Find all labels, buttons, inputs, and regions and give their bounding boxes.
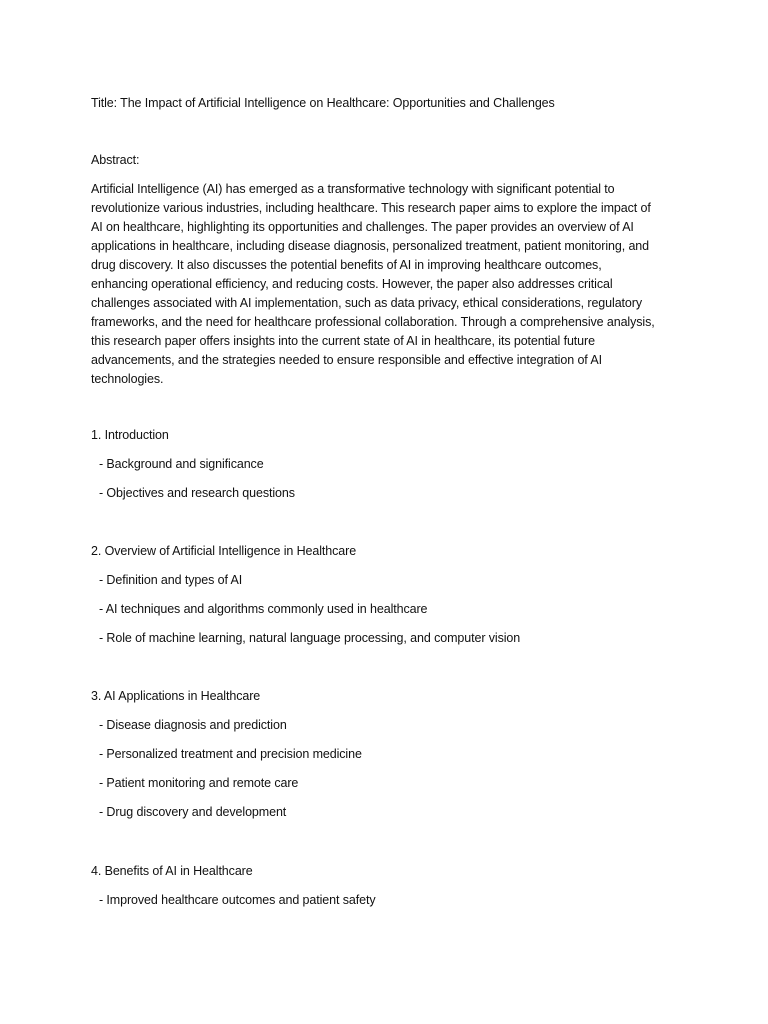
- outline-item: - AI techniques and algorithms commonly used in healthcare: [99, 602, 428, 616]
- abstract-line: AI on healthcare, highlighting its opportunities and challenges. The paper provides an overview of AI: [91, 220, 634, 234]
- outline-item: - Patient monitoring and remote care: [99, 776, 299, 790]
- abstract-line: this research paper offers insights into the current state of AI in healthcare, its potential future: [91, 334, 595, 348]
- abstract-line: enhancing operational efficiency, and reducing costs. However, the paper also addresses critical: [91, 277, 613, 291]
- outline-item: - Definition and types of AI: [99, 573, 243, 587]
- abstract-line: revolutionize various industries, including healthcare. This research paper aims to explore the impact of: [91, 201, 651, 215]
- section-heading-applications: 3. AI Applications in Healthcare: [91, 689, 261, 703]
- section-heading-overview: 2. Overview of Artificial Intelligence in Healthcare: [91, 544, 357, 558]
- abstract-line: technologies.: [91, 372, 164, 386]
- section-heading-introduction: 1. Introduction: [91, 428, 169, 442]
- outline-item: - Objectives and research questions: [99, 486, 295, 500]
- outline-item: - Disease diagnosis and prediction: [99, 718, 287, 732]
- section-heading-benefits: 4. Benefits of AI in Healthcare: [91, 864, 253, 878]
- outline-item: - Personalized treatment and precision medicine: [99, 747, 362, 761]
- abstract-line: Artificial Intelligence (AI) has emerged as a transformative technology with significant potential to: [91, 182, 615, 196]
- outline-item: - Improved healthcare outcomes and patient safety: [99, 893, 376, 907]
- abstract-line: frameworks, and the need for healthcare professional collaboration. Through a comprehensive analysis,: [91, 315, 655, 329]
- abstract-line: challenges associated with AI implementation, such as data privacy, ethical considerations, regulatory: [91, 296, 642, 310]
- outline-item: - Role of machine learning, natural language processing, and computer vision: [99, 631, 521, 645]
- abstract-body: [91, 180, 681, 389]
- outline-item: - Background and significance: [99, 457, 264, 471]
- document-title: Title: The Impact of Artificial Intelligence on Healthcare: Opportunities and Challenges: [91, 96, 555, 110]
- abstract-line: advancements, and the strategies needed to ensure responsible and effective integration of AI: [91, 353, 602, 367]
- abstract-line: drug discovery. It also discusses the potential benefits of AI in improving healthcare outcomes,: [91, 258, 602, 272]
- abstract-heading: Abstract:: [91, 153, 140, 167]
- abstract-line: applications in healthcare, including disease diagnosis, personalized treatment, patient monitoring, and: [91, 239, 650, 253]
- outline-item: - Drug discovery and development: [99, 805, 287, 819]
